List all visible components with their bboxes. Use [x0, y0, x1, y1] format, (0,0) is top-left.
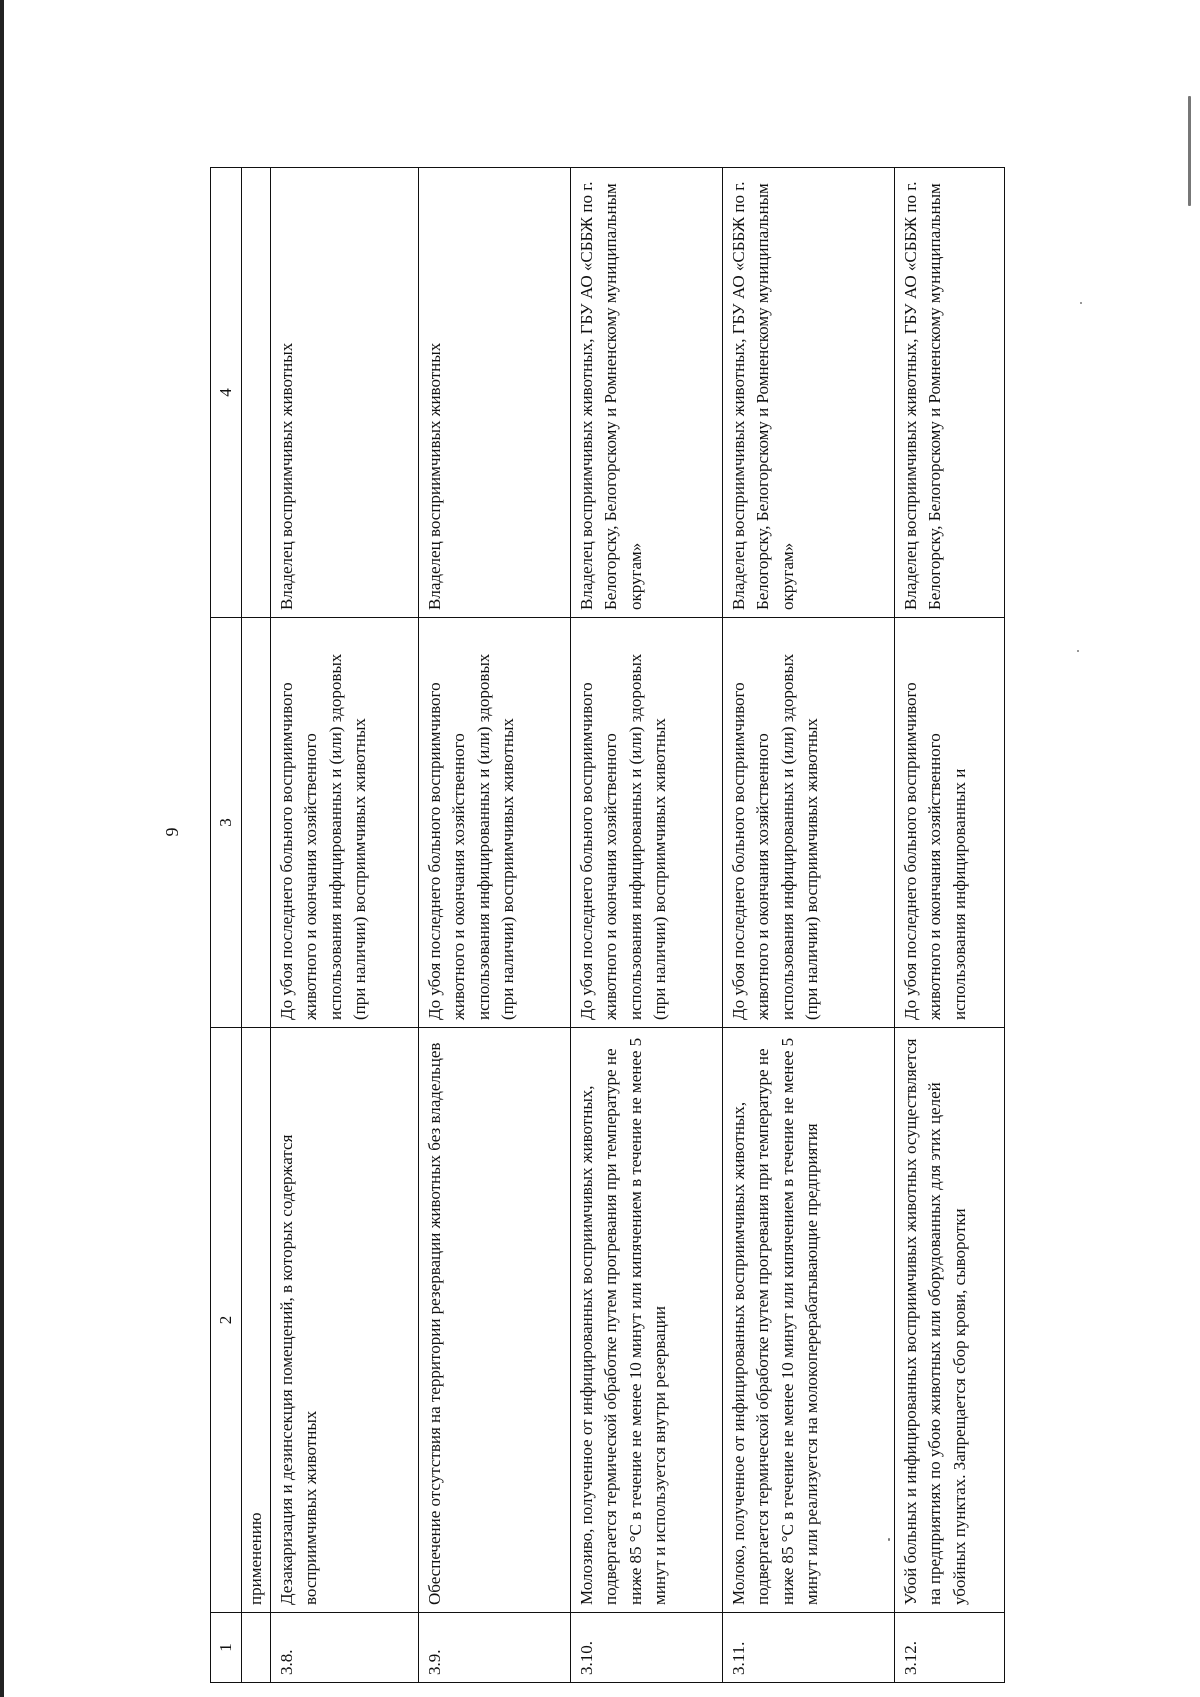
rotated-page-content — [210, 168, 1010, 1683]
row-number-cell: 3.10. — [571, 1613, 723, 1683]
header-cell: 2 — [211, 1028, 242, 1613]
measure-cell: Молоко, полученное от инфицированных восприимчивых животных, подвергается термической обработке путем прогревания при температуре не ниже 85 °С в течение не менее 10 минут или кипячением в течение не менее 5 минут или реализуется на молокоперерабатывающие предприятия — [723, 1028, 895, 1613]
page-number: 9 — [162, 827, 182, 837]
scan-speck — [1188, 96, 1191, 206]
table-row — [419, 168, 571, 1683]
measure-cell: Убой больных и инфицированных восприимчивых животных осуществляется на предприятиях по убою животных или оборудованных для этих целей убойных пунктах. Запрещается сбор крови, сыворотки — [895, 1028, 1005, 1613]
term-cell: До убоя последнего больного восприимчивого животного и окончания хозяйственного использования инфицированных и (или) здоровых (при наличии) восприимчивых животных — [271, 618, 419, 1028]
table-row — [571, 168, 723, 1683]
scan-speck — [1080, 302, 1082, 304]
header-cell: 3 — [211, 618, 242, 1028]
scan-edge — [0, 0, 4, 1697]
table-row — [723, 168, 895, 1683]
row-number-cell: 3.9. — [419, 1613, 571, 1683]
table-cell — [242, 618, 271, 1028]
table-header-row — [211, 168, 242, 1683]
measure-cell: Обеспечение отсутствия на территории резервации животных без владельцев — [419, 1028, 571, 1613]
table-row — [271, 168, 419, 1683]
responsible-cell: Владелец восприимчивых животных, ГБУ АО «СББЖ по г. Белогорску, Белогорскому и Ромненскому муниципальным — [895, 168, 1005, 618]
responsible-cell: Владелец восприимчивых животных, ГБУ АО «СББЖ по г. Белогорску, Белогорскому и Ромненскому муниципальным округам» — [723, 168, 895, 618]
measure-cell: Дезакаризация и дезинсекция помещений, в которых содержатся восприимчивых животных — [271, 1028, 419, 1613]
term-cell: До убоя последнего больного восприимчивого животного и окончания хозяйственного использования инфицированных и (или) здоровых (при наличии) восприимчивых животных — [419, 618, 571, 1028]
row-number-cell: 3.12. — [895, 1613, 1005, 1683]
header-cell: 1 — [211, 1613, 242, 1683]
responsible-cell: Владелец восприимчивых животных, ГБУ АО «СББЖ по г. Белогорску, Белогорскому и Ромненскому муниципальным округам» — [571, 168, 723, 618]
table-cell — [242, 168, 271, 618]
row-number-cell: 3.11. — [723, 1613, 895, 1683]
table-row — [895, 168, 1005, 1683]
continuation-row — [242, 168, 271, 1683]
header-cell: 4 — [211, 168, 242, 618]
scan-speck — [1077, 650, 1079, 652]
row-number-cell: 3.8. — [271, 1613, 419, 1683]
table-cell — [242, 1613, 271, 1683]
term-cell: До убоя последнего больного восприимчивого животного и окончания хозяйственного использования инфицированных и (или) здоровых (при наличии) восприимчивых животных — [571, 618, 723, 1028]
term-cell: До убоя последнего больного восприимчивого животного и окончания хозяйственного использования инфицированных и (или) здоровых (при наличии) восприимчивых животных — [723, 618, 895, 1028]
responsible-cell: Владелец восприимчивых животных — [271, 168, 419, 618]
term-cell: До убоя последнего больного восприимчивого животного и окончания хозяйственного использования инфицированных и — [895, 618, 1005, 1028]
responsible-cell: Владелец восприимчивых животных — [419, 168, 571, 618]
measure-cell: Молозиво, полученное от инфицированных восприимчивых животных, подвергается термической обработке путем прогревания при температуре не ниже 85 °С в течение не менее 10 минут или кипячением в течение не менее 5 минут и используется внутри резервации — [571, 1028, 723, 1613]
table-cell: применению — [242, 1028, 271, 1613]
measures-table — [210, 167, 1005, 1683]
